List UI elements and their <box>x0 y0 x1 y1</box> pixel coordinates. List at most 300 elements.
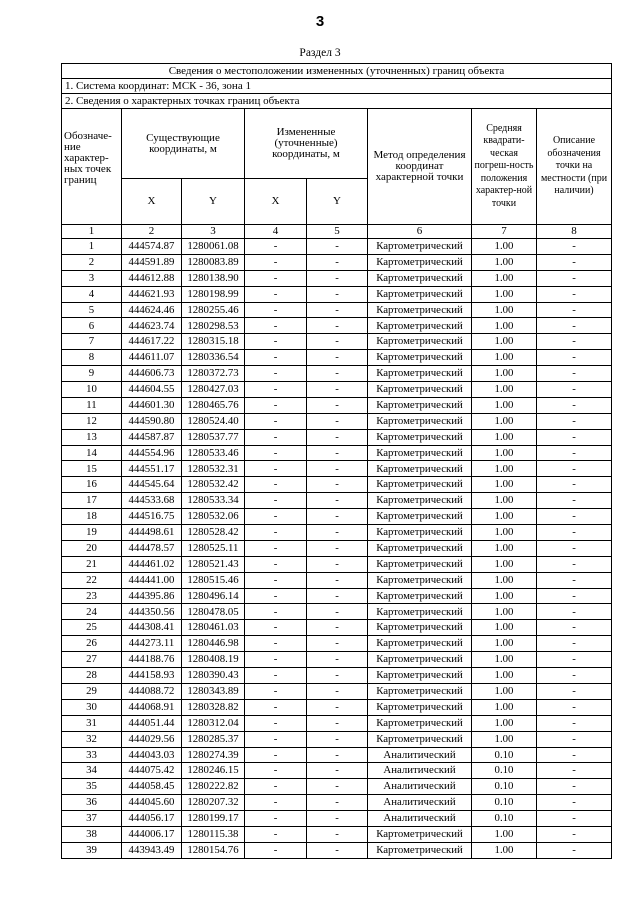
existing-x-cell: 444551.17 <box>122 461 182 477</box>
table-row <box>62 509 612 525</box>
method-cell: Картометрический <box>368 652 472 668</box>
table-row <box>62 683 612 699</box>
method-cell: Картометрический <box>368 620 472 636</box>
mean-error-cell: 1.00 <box>472 683 537 699</box>
mean-error-cell: 1.00 <box>472 493 537 509</box>
existing-x-cell: 444188.76 <box>122 652 182 668</box>
method-cell: Картометрический <box>368 254 472 270</box>
description-cell: - <box>537 318 612 334</box>
method-cell: Картометрический <box>368 270 472 286</box>
mean-error-cell: 1.00 <box>472 826 537 842</box>
existing-x-cell: 444075.42 <box>122 763 182 779</box>
header-mean-error: Средняя квадрати-ческая погреш-ность положения характер-ной точки <box>472 109 537 225</box>
description-cell: - <box>537 683 612 699</box>
changed-x-cell: - <box>245 413 307 429</box>
existing-x-cell: 444545.64 <box>122 477 182 493</box>
point-number-cell: 27 <box>62 652 122 668</box>
method-cell: Аналитический <box>368 795 472 811</box>
mean-error-cell: 0.10 <box>472 763 537 779</box>
existing-y-cell: 1280372.73 <box>182 366 245 382</box>
table-row <box>62 636 612 652</box>
changed-x-cell: - <box>245 334 307 350</box>
mean-error-cell: 0.10 <box>472 795 537 811</box>
changed-y-cell: - <box>307 842 368 858</box>
method-cell: Картометрический <box>368 636 472 652</box>
existing-y-cell: 1280336.54 <box>182 350 245 366</box>
changed-y-cell: - <box>307 286 368 302</box>
point-number-cell: 18 <box>62 509 122 525</box>
mean-error-cell: 1.00 <box>472 715 537 731</box>
point-number-cell: 8 <box>62 350 122 366</box>
point-number-cell: 28 <box>62 668 122 684</box>
method-cell: Картометрический <box>368 286 472 302</box>
mean-error-cell: 1.00 <box>472 318 537 334</box>
description-cell: - <box>537 429 612 445</box>
changed-y-cell: - <box>307 493 368 509</box>
changed-x-cell: - <box>245 588 307 604</box>
point-number-cell: 26 <box>62 636 122 652</box>
table-row <box>62 477 612 493</box>
changed-y-cell: - <box>307 540 368 556</box>
changed-y-cell: - <box>307 826 368 842</box>
column-number: 8 <box>537 225 612 239</box>
description-cell: - <box>537 795 612 811</box>
table-row <box>62 493 612 509</box>
existing-x-cell: 444574.87 <box>122 239 182 255</box>
description-cell: - <box>537 413 612 429</box>
mean-error-cell: 1.00 <box>472 286 537 302</box>
changed-y-cell: - <box>307 382 368 398</box>
description-cell: - <box>537 747 612 763</box>
changed-x-cell: - <box>245 779 307 795</box>
existing-x-cell: 444051.44 <box>122 715 182 731</box>
method-cell: Аналитический <box>368 811 472 827</box>
table-row <box>62 715 612 731</box>
existing-x-cell: 444068.91 <box>122 699 182 715</box>
mean-error-cell: 1.00 <box>472 699 537 715</box>
description-cell: - <box>537 826 612 842</box>
point-number-cell: 33 <box>62 747 122 763</box>
method-cell: Картометрический <box>368 731 472 747</box>
changed-y-cell: - <box>307 429 368 445</box>
description-cell: - <box>537 604 612 620</box>
table-row <box>62 254 612 270</box>
table-row <box>62 397 612 413</box>
column-number: 2 <box>122 225 182 239</box>
changed-x-cell: - <box>245 477 307 493</box>
table-row <box>62 461 612 477</box>
changed-x-cell: - <box>245 842 307 858</box>
existing-x-cell: 444441.00 <box>122 572 182 588</box>
mean-error-cell: 1.00 <box>472 382 537 398</box>
changed-x-cell: - <box>245 620 307 636</box>
point-number-cell: 7 <box>62 334 122 350</box>
existing-x-cell: 444587.87 <box>122 429 182 445</box>
table-row <box>62 588 612 604</box>
column-number: 3 <box>182 225 245 239</box>
changed-x-cell: - <box>245 270 307 286</box>
changed-x-cell: - <box>245 318 307 334</box>
table-row <box>62 286 612 302</box>
mean-error-cell: 1.00 <box>472 668 537 684</box>
changed-x-cell: - <box>245 540 307 556</box>
existing-y-cell: 1280478.05 <box>182 604 245 620</box>
existing-y-cell: 1280390.43 <box>182 668 245 684</box>
existing-x-cell: 444621.93 <box>122 286 182 302</box>
mean-error-cell: 1.00 <box>472 731 537 747</box>
method-cell: Картометрический <box>368 699 472 715</box>
changed-y-cell: - <box>307 318 368 334</box>
changed-y-cell: - <box>307 350 368 366</box>
mean-error-cell: 1.00 <box>472 239 537 255</box>
existing-y-cell: 1280061.08 <box>182 239 245 255</box>
changed-y-cell: - <box>307 668 368 684</box>
point-number-cell: 21 <box>62 556 122 572</box>
existing-y-cell: 1280427.03 <box>182 382 245 398</box>
changed-x-cell: - <box>245 683 307 699</box>
point-number-cell: 19 <box>62 525 122 541</box>
method-cell: Картометрический <box>368 429 472 445</box>
mean-error-cell: 1.00 <box>472 509 537 525</box>
changed-x-cell: - <box>245 572 307 588</box>
method-cell: Картометрический <box>368 334 472 350</box>
changed-y-cell: - <box>307 795 368 811</box>
mean-error-cell: 1.00 <box>472 413 537 429</box>
existing-x-cell: 444617.22 <box>122 334 182 350</box>
mean-error-cell: 1.00 <box>472 461 537 477</box>
existing-y-cell: 1280515.46 <box>182 572 245 588</box>
description-cell: - <box>537 477 612 493</box>
description-cell: - <box>537 636 612 652</box>
changed-y-cell: - <box>307 239 368 255</box>
changed-y-cell: - <box>307 366 368 382</box>
mean-error-cell: 0.10 <box>472 811 537 827</box>
description-cell: - <box>537 572 612 588</box>
changed-x-cell: - <box>245 429 307 445</box>
point-number-cell: 39 <box>62 842 122 858</box>
point-number-cell: 9 <box>62 366 122 382</box>
table-row <box>62 731 612 747</box>
section-title: Раздел 3 <box>299 47 341 59</box>
changed-y-cell: - <box>307 652 368 668</box>
method-cell: Картометрический <box>368 668 472 684</box>
changed-y-cell: - <box>307 302 368 318</box>
changed-y-cell: - <box>307 763 368 779</box>
mean-error-cell: 1.00 <box>472 620 537 636</box>
description-cell: - <box>537 509 612 525</box>
changed-x-cell: - <box>245 747 307 763</box>
changed-x-cell: - <box>245 811 307 827</box>
description-cell: - <box>537 445 612 461</box>
method-cell: Картометрический <box>368 525 472 541</box>
description-cell: - <box>537 731 612 747</box>
mean-error-cell: 1.00 <box>472 366 537 382</box>
existing-x-cell: 444611.07 <box>122 350 182 366</box>
changed-y-cell: - <box>307 413 368 429</box>
existing-x-cell: 444590.80 <box>122 413 182 429</box>
point-number-cell: 16 <box>62 477 122 493</box>
point-number-cell: 31 <box>62 715 122 731</box>
method-cell: Аналитический <box>368 763 472 779</box>
existing-x-cell: 444516.75 <box>122 509 182 525</box>
existing-x-cell: 444056.17 <box>122 811 182 827</box>
changed-x-cell: - <box>245 715 307 731</box>
header-y-existing: Y <box>182 179 245 225</box>
point-number-cell: 30 <box>62 699 122 715</box>
boundary-points-table <box>61 63 612 859</box>
description-cell: - <box>537 397 612 413</box>
method-cell: Картометрический <box>368 445 472 461</box>
header-existing-coordinates: Существующие координаты, м <box>122 109 245 179</box>
existing-y-cell: 1280115.38 <box>182 826 245 842</box>
changed-y-cell: - <box>307 731 368 747</box>
table-row <box>62 652 612 668</box>
method-cell: Картометрический <box>368 588 472 604</box>
header-changed-coordinates: Измененные (уточненные) координаты, м <box>245 109 368 179</box>
table-row <box>62 429 612 445</box>
method-cell: Картометрический <box>368 683 472 699</box>
point-number-cell: 36 <box>62 795 122 811</box>
existing-x-cell: 444478.57 <box>122 540 182 556</box>
existing-y-cell: 1280533.46 <box>182 445 245 461</box>
mean-error-cell: 1.00 <box>472 397 537 413</box>
point-number-cell: 37 <box>62 811 122 827</box>
changed-x-cell: - <box>245 699 307 715</box>
table-row <box>62 366 612 382</box>
existing-y-cell: 1280521.43 <box>182 556 245 572</box>
changed-x-cell: - <box>245 636 307 652</box>
existing-y-cell: 1280199.17 <box>182 811 245 827</box>
point-number-cell: 12 <box>62 413 122 429</box>
point-number-cell: 6 <box>62 318 122 334</box>
method-cell: Картометрический <box>368 556 472 572</box>
table-row <box>62 302 612 318</box>
description-cell: - <box>537 350 612 366</box>
mean-error-cell: 1.00 <box>472 445 537 461</box>
changed-x-cell: - <box>245 461 307 477</box>
table-row <box>62 699 612 715</box>
mean-error-cell: 1.00 <box>472 842 537 858</box>
changed-y-cell: - <box>307 588 368 604</box>
existing-y-cell: 1280198.99 <box>182 286 245 302</box>
mean-error-cell: 1.00 <box>472 652 537 668</box>
changed-y-cell: - <box>307 699 368 715</box>
method-cell: Картометрический <box>368 302 472 318</box>
description-cell: - <box>537 779 612 795</box>
header-description: Описание обозначения точки на местности (при наличии) <box>537 109 612 225</box>
existing-y-cell: 1280222.82 <box>182 779 245 795</box>
changed-y-cell: - <box>307 636 368 652</box>
existing-x-cell: 444045.60 <box>122 795 182 811</box>
changed-x-cell: - <box>245 382 307 398</box>
point-number-cell: 4 <box>62 286 122 302</box>
point-number-cell: 38 <box>62 826 122 842</box>
method-cell: Картометрический <box>368 477 472 493</box>
mean-error-cell: 1.00 <box>472 302 537 318</box>
page-number: 3 <box>315 13 325 30</box>
description-cell: - <box>537 763 612 779</box>
description-cell: - <box>537 254 612 270</box>
table-row <box>62 350 612 366</box>
header-method: Метод определения координат характерной точки <box>368 109 472 225</box>
existing-x-cell: 444158.93 <box>122 668 182 684</box>
description-cell: - <box>537 842 612 858</box>
description-cell: - <box>537 493 612 509</box>
existing-x-cell: 444088.72 <box>122 683 182 699</box>
table-row <box>62 382 612 398</box>
existing-x-cell: 444604.55 <box>122 382 182 398</box>
changed-x-cell: - <box>245 731 307 747</box>
existing-y-cell: 1280315.18 <box>182 334 245 350</box>
changed-y-cell: - <box>307 254 368 270</box>
existing-x-cell: 444533.68 <box>122 493 182 509</box>
method-cell: Картометрический <box>368 509 472 525</box>
existing-x-cell: 444350.56 <box>122 604 182 620</box>
description-cell: - <box>537 588 612 604</box>
changed-y-cell: - <box>307 779 368 795</box>
existing-y-cell: 1280532.31 <box>182 461 245 477</box>
description-cell: - <box>537 366 612 382</box>
method-cell: Картометрический <box>368 239 472 255</box>
method-cell: Картометрический <box>368 366 472 382</box>
changed-y-cell: - <box>307 811 368 827</box>
description-cell: - <box>537 556 612 572</box>
table-row <box>62 779 612 795</box>
mean-error-cell: 1.00 <box>472 334 537 350</box>
table-row <box>62 318 612 334</box>
existing-y-cell: 1280537.77 <box>182 429 245 445</box>
description-cell: - <box>537 525 612 541</box>
existing-y-cell: 1280246.15 <box>182 763 245 779</box>
changed-y-cell: - <box>307 620 368 636</box>
description-cell: - <box>537 286 612 302</box>
changed-y-cell: - <box>307 683 368 699</box>
description-cell: - <box>537 540 612 556</box>
mean-error-cell: 1.00 <box>472 254 537 270</box>
description-cell: - <box>537 239 612 255</box>
point-number-cell: 22 <box>62 572 122 588</box>
point-number-cell: 15 <box>62 461 122 477</box>
existing-x-cell: 444624.46 <box>122 302 182 318</box>
changed-y-cell: - <box>307 397 368 413</box>
existing-y-cell: 1280083.89 <box>182 254 245 270</box>
existing-y-cell: 1280298.53 <box>182 318 245 334</box>
mean-error-cell: 1.00 <box>472 540 537 556</box>
mean-error-cell: 1.00 <box>472 477 537 493</box>
header-y-changed: Y <box>307 179 368 225</box>
table-row <box>62 239 612 255</box>
existing-y-cell: 1280207.32 <box>182 795 245 811</box>
existing-y-cell: 1280461.03 <box>182 620 245 636</box>
existing-y-cell: 1280533.34 <box>182 493 245 509</box>
column-number: 5 <box>307 225 368 239</box>
coordinate-system: 1. Система координат: МСК - 36, зона 1 <box>62 79 612 94</box>
column-number: 6 <box>368 225 472 239</box>
points-caption: 2. Сведения о характерных точках границ объекта <box>62 94 612 109</box>
method-cell: Аналитический <box>368 747 472 763</box>
table-row <box>62 556 612 572</box>
point-number-cell: 5 <box>62 302 122 318</box>
changed-x-cell: - <box>245 668 307 684</box>
point-number-cell: 23 <box>62 588 122 604</box>
table-row <box>62 604 612 620</box>
method-cell: Картометрический <box>368 350 472 366</box>
description-cell: - <box>537 668 612 684</box>
changed-x-cell: - <box>245 350 307 366</box>
existing-y-cell: 1280525.11 <box>182 540 245 556</box>
existing-y-cell: 1280524.40 <box>182 413 245 429</box>
method-cell: Картометрический <box>368 413 472 429</box>
changed-y-cell: - <box>307 715 368 731</box>
existing-y-cell: 1280255.46 <box>182 302 245 318</box>
existing-y-cell: 1280446.98 <box>182 636 245 652</box>
column-number: 7 <box>472 225 537 239</box>
description-cell: - <box>537 811 612 827</box>
point-number-cell: 13 <box>62 429 122 445</box>
method-cell: Картометрический <box>368 604 472 620</box>
table-row <box>62 811 612 827</box>
table-row <box>62 270 612 286</box>
existing-y-cell: 1280408.19 <box>182 652 245 668</box>
existing-x-cell: 444461.02 <box>122 556 182 572</box>
description-cell: - <box>537 652 612 668</box>
existing-x-cell: 444029.56 <box>122 731 182 747</box>
changed-x-cell: - <box>245 302 307 318</box>
existing-x-cell: 444612.88 <box>122 270 182 286</box>
mean-error-cell: 0.10 <box>472 779 537 795</box>
description-cell: - <box>537 334 612 350</box>
mean-error-cell: 1.00 <box>472 636 537 652</box>
description-cell: - <box>537 302 612 318</box>
description-cell: - <box>537 382 612 398</box>
point-number-cell: 17 <box>62 493 122 509</box>
method-cell: Аналитический <box>368 779 472 795</box>
existing-x-cell: 444554.96 <box>122 445 182 461</box>
changed-x-cell: - <box>245 556 307 572</box>
changed-x-cell: - <box>245 604 307 620</box>
existing-y-cell: 1280528.42 <box>182 525 245 541</box>
description-cell: - <box>537 461 612 477</box>
changed-y-cell: - <box>307 604 368 620</box>
mean-error-cell: 1.00 <box>472 556 537 572</box>
existing-x-cell: 443943.49 <box>122 842 182 858</box>
description-cell: - <box>537 620 612 636</box>
table-row <box>62 540 612 556</box>
changed-y-cell: - <box>307 445 368 461</box>
existing-x-cell: 444043.03 <box>122 747 182 763</box>
existing-y-cell: 1280343.89 <box>182 683 245 699</box>
column-number: 4 <box>245 225 307 239</box>
mean-error-cell: 1.00 <box>472 572 537 588</box>
description-cell: - <box>537 270 612 286</box>
header-x-existing: X <box>122 179 182 225</box>
point-number-cell: 14 <box>62 445 122 461</box>
existing-y-cell: 1280532.06 <box>182 509 245 525</box>
table-row <box>62 842 612 858</box>
method-cell: Картометрический <box>368 572 472 588</box>
changed-y-cell: - <box>307 334 368 350</box>
method-cell: Картометрический <box>368 461 472 477</box>
table-row <box>62 668 612 684</box>
table-row <box>62 445 612 461</box>
existing-x-cell: 444498.61 <box>122 525 182 541</box>
point-number-cell: 11 <box>62 397 122 413</box>
column-number: 1 <box>62 225 122 239</box>
point-number-cell: 32 <box>62 731 122 747</box>
changed-x-cell: - <box>245 509 307 525</box>
point-number-cell: 20 <box>62 540 122 556</box>
point-number-cell: 2 <box>62 254 122 270</box>
